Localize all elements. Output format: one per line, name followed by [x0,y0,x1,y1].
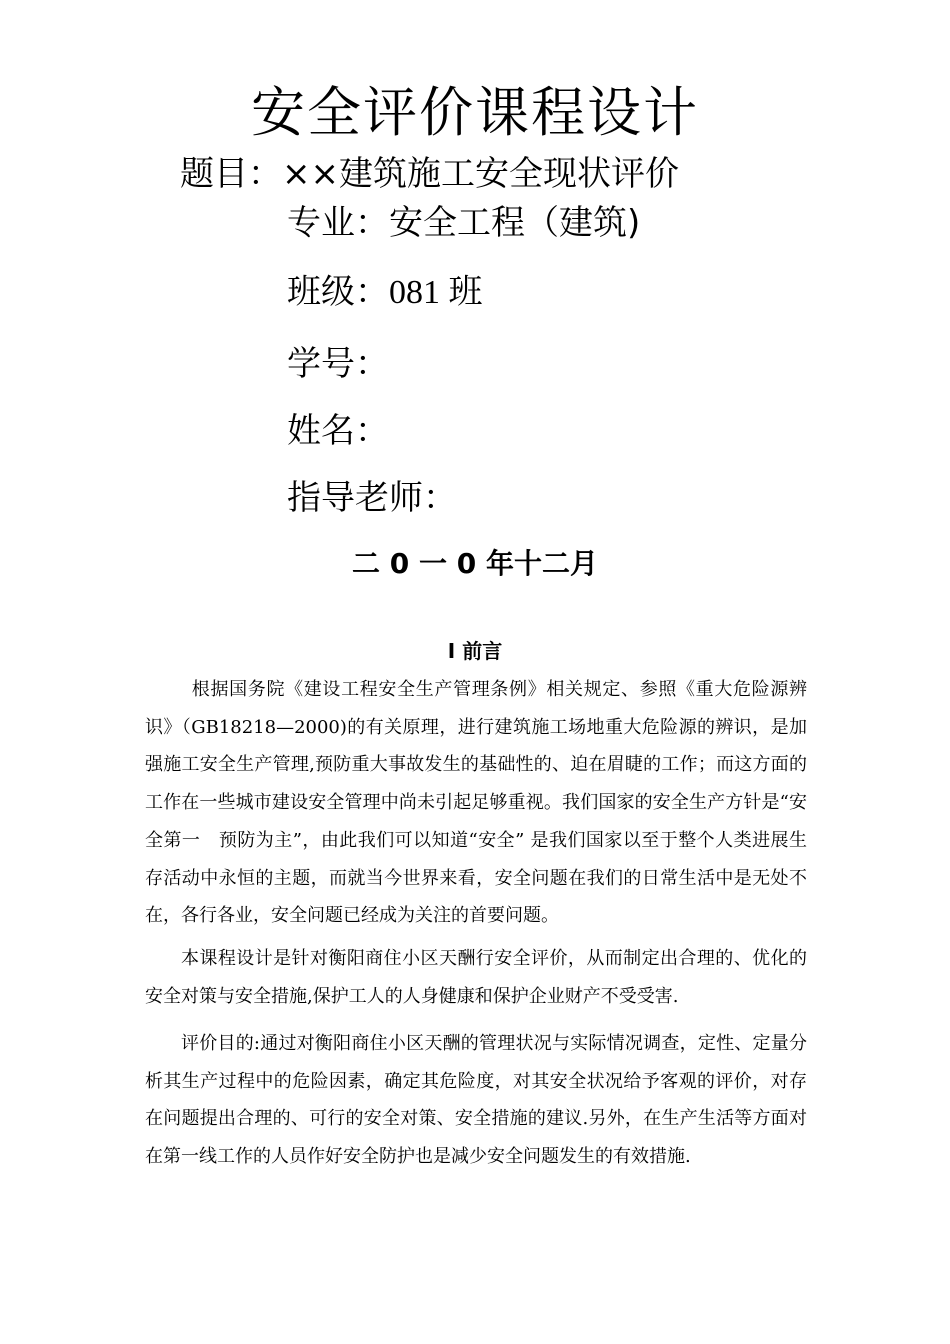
field-student-id-label: 学号： [287,344,389,384]
field-advisor-label: 指导老师： [287,478,457,518]
field-class-value: 081 班 [389,274,483,311]
field-name-label: 姓名： [287,411,389,451]
field-class-label: 班级： [287,272,389,312]
preface-paragraph-3: 评价目的:通过对衡阳商住小区天酬的管理状况与实际情况调查，定性、定量分析其生产过程中的危险因素，确定其危险度，对其安全状况给予客观的评价，对存在问题提出合理的、可行的安全对策、安全措施的建议.另外，在生产生活等方面对在第一线工作的人员作好安全防护也是减少安全问题发生的有效措施. [145,1033,807,1168]
document-date: 二 0 一 0 年十二月 [352,547,598,580]
subject-line: 题目：××建筑施工安全现状评价 [180,154,679,194]
section-heading-preface: I 前言 [447,639,503,663]
field-class [287,268,483,317]
preface-paragraph-2: 本课程设计是针对衡阳商住小区天酬行安全评价，从而制定出合理的、优化的安全对策与安全措施,保护工人的人身健康和保护企业财产不受受害. [145,948,807,1007]
field-major [287,199,640,247]
field-major-value: 安全工程（建筑) [389,203,641,243]
field-advisor [287,474,457,522]
document-title: 安全评价课程设计 [251,81,699,144]
preface-paragraph-1: 根据国务院《建设工程安全生产管理条例》相关规定、参照《重大危险源辨识》（GB18218—2000)的有关原理，进行建筑施工场地重大危险源的辨识，是加强施工安全生产管理,预防重大事故发生的基础性的、迫在眉睫的工作；而这方面的工作在一些城市建设安全管理中尚未引起足够重视。我们国家的安全生产方针是“安全第一 预防为主”，由此我们可以知道“安全” 是我们国家以至于整个人类进展生存活动中永恒的主题，而就当今世界来看，安全问题在我们的日常生活中是无处不在，各行各业，安全问题已经成为关注的首要问题。 [145,679,807,927]
field-name [287,407,389,455]
field-student-id [287,340,389,388]
field-major-label: 专业： [287,203,389,243]
